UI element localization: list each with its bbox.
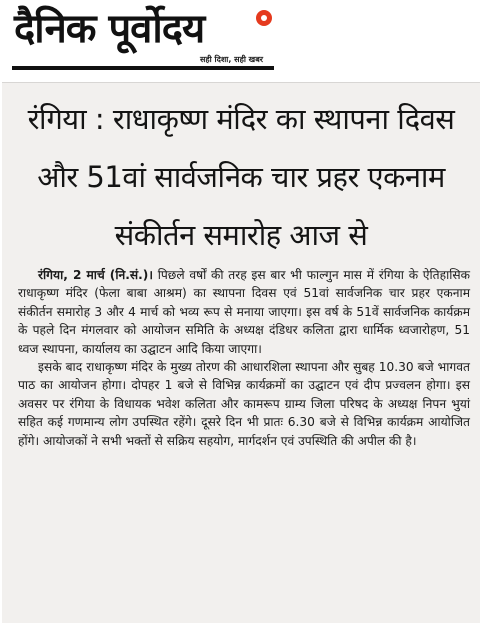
headline-line: संकीर्तन समारोह आज से [114,218,368,252]
paragraph-text: पिछले वर्षों की तरह इस बार भी फाल्गुन मास में रंगिया के ऐतिहासिक राधाकृष्ण मंदिर (फेला बाबा आश्रम) का स्थापना दिवस एवं 51वां सार्वजनिक चार प्रहर एकनाम संकीर्तन समारोह 3 और 4 मार्च को भव्य रूप से मनाया जाएगा। इस वर्ष के 51वें सार्वजनिक कार्यक्रम के पहले दिन मंगलवार को आयोजन समिति के अध्यक्ष दंडिधर कलिता द्वारा धार्मिक ध्वजारोहण, 51 ध्वज स्थापना, कार्यालय का उद्घाटन आदि किया जाएगा। [18,268,470,356]
paragraph-text: इसके बाद राधाकृष्ण मंदिर के मुख्य तोरण की आधारशिला स्थापना और सुबह 10.30 बजे भागवत पाठ का आयोजन होगा। दोपहर 1 बजे से विभिन्न कार्यक्रमों का उद्घाटन एवं दीप प्रज्वलन होगा। इस अवसर पर रंगिया के विधायक भवेश कलिता और कामरूप ग्राम्य जिला परिषद के अध्यक्ष निपन भुयां सहित कई गणमान्य लोग उपस्थित रहेंगे। दूसरे दिन भी प्रातः 6.30 बजे से विभिन्न कार्यक्रम आयोजित होंगे। आयोजकों ने सभी भक्तों से सक्रिय सहयोग, मार्गदर्शन एवं उपस्थिति की अपील की है। [18,360,470,448]
paragraph [18,358,470,450]
newspaper-logo: दैनिक पूर्वोदय [14,6,205,52]
article-body [18,266,470,450]
masthead [0,0,485,76]
logo-circle-icon [256,10,272,26]
paragraph [18,266,470,358]
masthead-rule [12,66,274,70]
headline-line: रंगिया : राधाकृष्ण मंदिर का स्थापना दिवस [27,102,455,136]
dateline: रंगिया, 2 मार्च (नि.सं.)। [38,268,153,282]
article-headline [6,90,476,264]
headline-line: और 51वां सार्वजनिक चार प्रहर एकनाम [37,160,445,194]
tagline: सही दिशा, सही खबर [200,55,264,64]
